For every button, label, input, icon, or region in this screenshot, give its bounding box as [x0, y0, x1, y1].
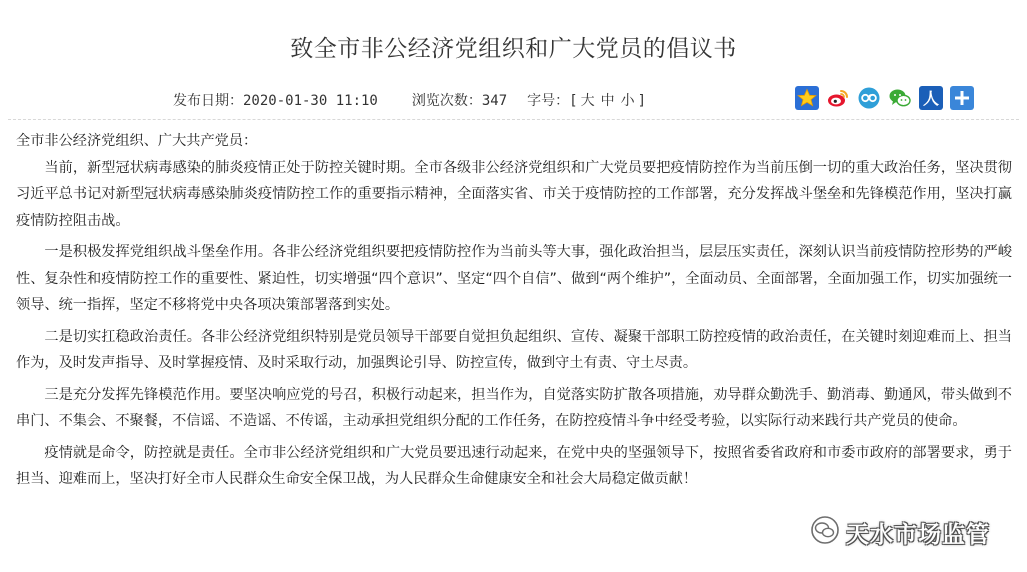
renren-icon[interactable]	[919, 86, 943, 110]
divider	[8, 119, 1019, 120]
salutation: 全市非公经济党组织、广大共产党员：	[16, 133, 258, 149]
fontsize-close-bracket: ]	[637, 93, 647, 109]
watermark	[810, 515, 990, 549]
paragraph: 一是积极发挥党组织战斗堡垒作用。各非公经济党组织要把疫情防控作为当前头等大事，强化政治担当，层层压实责任，深刻认识当前疫情防控形势的严峻性、复杂性和疫情防控工作的重要性、紧迫性，切实增强“四个意识”、坚定“四个自信”、做到“两个维护”，全面动员、全面部署，全面加强工作，切实加强统一领导、统一指挥，坚定不移将党中央各项决策部署落到实处。	[16, 244, 1012, 313]
paragraph: 当前，新型冠状病毒感染的肺炎疫情正处于防控关键时期。全市各级非公经济党组织和广大党员要把疫情防控作为当前压倒一切的重大政治任务，坚决贯彻习近平总书记对新型冠状病毒感染肺炎疫情防控工作的重要指示精神，全面落实省、市关于疫情防控的工作部署，充分发挥战斗堡垒和先锋模范作用，坚决打赢疫情防控阻击战。	[16, 159, 1012, 229]
more-plus-icon[interactable]	[950, 86, 974, 110]
fontsize-medium-button[interactable]: 中	[600, 93, 615, 109]
weibo-icon[interactable]	[826, 86, 850, 110]
fontsize-label: 字号：[	[527, 93, 578, 109]
page-title: 致全市非公经济党组织和广大党员的倡议书	[290, 36, 737, 62]
watermark-text: 天水市场监管	[846, 521, 990, 548]
svg-text:人: 人	[922, 89, 940, 108]
date-label: 发布日期：	[173, 93, 243, 109]
wechat-watermark-icon	[810, 515, 840, 549]
article-meta	[173, 90, 646, 110]
paragraph: 疫情就是命令，防控就是责任。全市非公经济党组织和广大党员要迅速行动起来，在党中央的坚强领导下，按照省委省政府和市委市政府的部署要求，勇于担当、迎难而上，坚决打好全市人民群众生命安全保卫战，为人民群众生命健康安全和社会大局稳定做贡献！	[16, 444, 1012, 487]
fontsize-small-button[interactable]: 小	[620, 93, 635, 109]
fontsize-large-button[interactable]: 大	[580, 93, 595, 109]
wechat-icon[interactable]	[888, 86, 912, 110]
qzone-star-icon[interactable]	[795, 86, 819, 110]
share-bar	[795, 86, 974, 110]
article-body	[16, 128, 1012, 493]
date-value: 2020-01-30 11:10	[243, 93, 378, 109]
views-label: 浏览次数：	[411, 93, 482, 109]
views-value: 347	[481, 93, 508, 109]
tencent-weibo-icon[interactable]	[857, 86, 881, 110]
paragraph: 三是充分发挥先锋模范作用。要坚决响应党的号召，积极行动起来，担当作为，自觉落实防扩散各项措施，劝导群众勤洗手、勤消毒、勤通风，带头做到不串门、不集会、不聚餐，不信谣、不造谣、不传谣，主动承担党组织分配的工作任务，在防控疫情斗争中经受考验，以实际行动来践行共产党员的使命。	[16, 386, 1012, 429]
paragraph: 二是切实扛稳政治责任。各非公经济党组织特别是党员领导干部要自觉担负起组织、宣传、凝聚干部职工防控疫情的政治责任，在关键时刻迎难而上、担当作为，及时发声指导、及时掌握疫情、及时采取行动，加强舆论引导、防控宣传，做到守土有责、守土尽责。	[16, 328, 1012, 371]
